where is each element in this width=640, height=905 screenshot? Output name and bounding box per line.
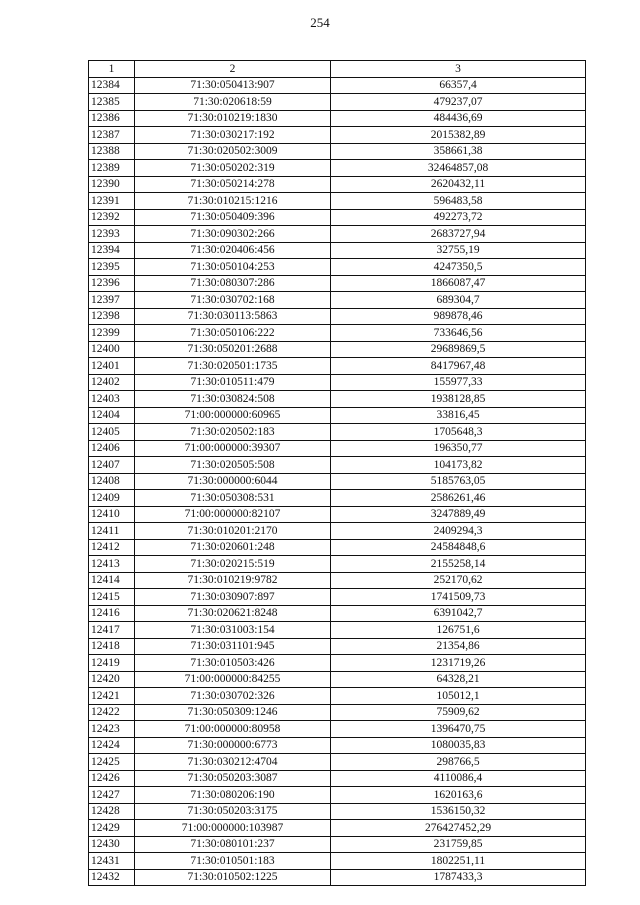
cadastral-value-cell: 358661,38 <box>331 143 586 160</box>
table-row <box>89 424 586 441</box>
row-number-cell: 12430 <box>89 836 135 853</box>
table-row <box>89 539 586 556</box>
cadastral-value-cell: 126751,6 <box>331 622 586 639</box>
row-number-cell: 12410 <box>89 506 135 523</box>
column-header-3: 3 <box>331 61 586 78</box>
row-number-cell: 12432 <box>89 869 135 886</box>
table-row <box>89 110 586 127</box>
table-row <box>89 325 586 342</box>
row-number-cell: 12425 <box>89 754 135 771</box>
table-row <box>89 407 586 424</box>
cadastral-value-cell: 689304,7 <box>331 292 586 309</box>
row-number-cell: 12384 <box>89 77 135 94</box>
cadastral-value-cell: 33816,45 <box>331 407 586 424</box>
row-number-cell: 12394 <box>89 242 135 259</box>
row-number-cell: 12389 <box>89 160 135 177</box>
table-row <box>89 259 586 276</box>
cadastral-value-cell: 105012,1 <box>331 688 586 705</box>
row-number-cell: 12413 <box>89 556 135 573</box>
row-number-cell: 12390 <box>89 176 135 193</box>
row-number-cell: 12391 <box>89 193 135 210</box>
row-number-cell: 12422 <box>89 704 135 721</box>
cadastral-value-cell: 2409294,3 <box>331 523 586 540</box>
table-row <box>89 770 586 787</box>
row-number-cell: 12404 <box>89 407 135 424</box>
cadastral-value-cell: 1802251,11 <box>331 853 586 870</box>
row-number-cell: 12428 <box>89 803 135 820</box>
cadastral-value-cell: 1620163,6 <box>331 787 586 804</box>
row-number-cell: 12407 <box>89 457 135 474</box>
cadastral-value-table <box>88 60 586 886</box>
cadastral-number-cell: 71:30:030907:897 <box>135 589 331 606</box>
cadastral-number-cell: 71:30:020502:183 <box>135 424 331 441</box>
table-row <box>89 704 586 721</box>
table-row <box>89 638 586 655</box>
cadastral-number-cell: 71:30:050106:222 <box>135 325 331 342</box>
row-number-cell: 12412 <box>89 539 135 556</box>
row-number-cell: 12385 <box>89 94 135 111</box>
row-number-cell: 12429 <box>89 820 135 837</box>
table-row <box>89 308 586 325</box>
cadastral-number-cell: 71:30:020621:8248 <box>135 605 331 622</box>
cadastral-value-cell: 21354,86 <box>331 638 586 655</box>
table-row <box>89 820 586 837</box>
table-row <box>89 490 586 507</box>
row-number-cell: 12396 <box>89 275 135 292</box>
cadastral-number-cell: 71:30:050308:531 <box>135 490 331 507</box>
cadastral-number-cell: 71:30:090302:266 <box>135 226 331 243</box>
cadastral-number-cell: 71:00:000000:60965 <box>135 407 331 424</box>
table-row <box>89 275 586 292</box>
row-number-cell: 12416 <box>89 605 135 622</box>
row-number-cell: 12402 <box>89 374 135 391</box>
row-number-cell: 12400 <box>89 341 135 358</box>
cadastral-value-cell: 196350,77 <box>331 440 586 457</box>
cadastral-number-cell: 71:30:020601:248 <box>135 539 331 556</box>
cadastral-value-cell: 1080035,83 <box>331 737 586 754</box>
table-row <box>89 94 586 111</box>
cadastral-number-cell: 71:30:020406:456 <box>135 242 331 259</box>
cadastral-number-cell: 71:30:050104:253 <box>135 259 331 276</box>
cadastral-value-cell: 32755,19 <box>331 242 586 259</box>
table-row <box>89 292 586 309</box>
table-row <box>89 737 586 754</box>
cadastral-value-cell: 104173,82 <box>331 457 586 474</box>
row-number-cell: 12403 <box>89 391 135 408</box>
row-number-cell: 12423 <box>89 721 135 738</box>
cadastral-number-cell: 71:30:050413:907 <box>135 77 331 94</box>
table-row <box>89 655 586 672</box>
row-number-cell: 12405 <box>89 424 135 441</box>
table-row <box>89 176 586 193</box>
cadastral-number-cell: 71:30:010215:1216 <box>135 193 331 210</box>
table-row <box>89 671 586 688</box>
row-number-cell: 12397 <box>89 292 135 309</box>
table-row <box>89 457 586 474</box>
cadastral-value-cell: 75909,62 <box>331 704 586 721</box>
table-header-row <box>89 61 586 78</box>
cadastral-number-cell: 71:30:000000:6044 <box>135 473 331 490</box>
cadastral-number-cell: 71:30:010511:479 <box>135 374 331 391</box>
cadastral-value-cell: 492273,72 <box>331 209 586 226</box>
table-row <box>89 506 586 523</box>
cadastral-value-cell: 5185763,05 <box>331 473 586 490</box>
cadastral-value-cell: 231759,85 <box>331 836 586 853</box>
cadastral-value-cell: 2155258,14 <box>331 556 586 573</box>
table-row <box>89 622 586 639</box>
row-number-cell: 12420 <box>89 671 135 688</box>
cadastral-value-cell: 6391042,7 <box>331 605 586 622</box>
row-number-cell: 12392 <box>89 209 135 226</box>
row-number-cell: 12414 <box>89 572 135 589</box>
cadastral-value-cell: 733646,56 <box>331 325 586 342</box>
row-number-cell: 12406 <box>89 440 135 457</box>
table-row <box>89 440 586 457</box>
table-row <box>89 754 586 771</box>
cadastral-value-cell: 252170,62 <box>331 572 586 589</box>
cadastral-value-cell: 1787433,3 <box>331 869 586 886</box>
cadastral-number-cell: 71:30:030824:508 <box>135 391 331 408</box>
cadastral-value-cell: 32464857,08 <box>331 160 586 177</box>
cadastral-number-cell: 71:30:010502:1225 <box>135 869 331 886</box>
row-number-cell: 12395 <box>89 259 135 276</box>
cadastral-value-cell: 3247889,49 <box>331 506 586 523</box>
cadastral-value-cell: 484436,69 <box>331 110 586 127</box>
cadastral-number-cell: 71:30:080101:237 <box>135 836 331 853</box>
cadastral-value-cell: 29689869,5 <box>331 341 586 358</box>
row-number-cell: 12401 <box>89 358 135 375</box>
cadastral-value-cell: 596483,58 <box>331 193 586 210</box>
cadastral-value-cell: 4247350,5 <box>331 259 586 276</box>
table-row <box>89 787 586 804</box>
table-body <box>89 77 586 886</box>
table-row <box>89 572 586 589</box>
table-row <box>89 391 586 408</box>
table-row <box>89 358 586 375</box>
cadastral-value-cell: 1741509,73 <box>331 589 586 606</box>
cadastral-number-cell: 71:30:010501:183 <box>135 853 331 870</box>
cadastral-number-cell: 71:30:031003:154 <box>135 622 331 639</box>
column-header-1: 1 <box>89 61 135 78</box>
cadastral-value-cell: 2683727,94 <box>331 226 586 243</box>
cadastral-number-cell: 71:30:030702:168 <box>135 292 331 309</box>
cadastral-value-cell: 989878,46 <box>331 308 586 325</box>
cadastral-number-cell: 71:30:080206:190 <box>135 787 331 804</box>
row-number-cell: 12408 <box>89 473 135 490</box>
cadastral-value-cell: 155977,33 <box>331 374 586 391</box>
cadastral-number-cell: 71:30:030217:192 <box>135 127 331 144</box>
cadastral-value-cell: 66357,4 <box>331 77 586 94</box>
table-row <box>89 77 586 94</box>
cadastral-number-cell: 71:30:080307:286 <box>135 275 331 292</box>
cadastral-number-cell: 71:30:020505:508 <box>135 457 331 474</box>
table-row <box>89 721 586 738</box>
row-number-cell: 12417 <box>89 622 135 639</box>
cadastral-number-cell: 71:30:030702:326 <box>135 688 331 705</box>
row-number-cell: 12424 <box>89 737 135 754</box>
row-number-cell: 12421 <box>89 688 135 705</box>
cadastral-value-cell: 1866087,47 <box>331 275 586 292</box>
table-row <box>89 836 586 853</box>
row-number-cell: 12399 <box>89 325 135 342</box>
cadastral-value-cell: 2586261,46 <box>331 490 586 507</box>
cadastral-number-cell: 71:00:000000:39307 <box>135 440 331 457</box>
table-row <box>89 193 586 210</box>
cadastral-value-cell: 1231719,26 <box>331 655 586 672</box>
cadastral-value-cell: 1938128,85 <box>331 391 586 408</box>
cadastral-number-cell: 71:30:010219:9782 <box>135 572 331 589</box>
table-row <box>89 209 586 226</box>
cadastral-value-cell: 64328,21 <box>331 671 586 688</box>
row-number-cell: 12419 <box>89 655 135 672</box>
cadastral-number-cell: 71:30:050202:319 <box>135 160 331 177</box>
cadastral-number-cell: 71:30:020502:3009 <box>135 143 331 160</box>
row-number-cell: 12415 <box>89 589 135 606</box>
cadastral-number-cell: 71:30:010503:426 <box>135 655 331 672</box>
table-row <box>89 242 586 259</box>
column-header-2: 2 <box>135 61 331 78</box>
table-row <box>89 523 586 540</box>
row-number-cell: 12411 <box>89 523 135 540</box>
cadastral-number-cell: 71:30:010201:2170 <box>135 523 331 540</box>
table-row <box>89 374 586 391</box>
cadastral-value-cell: 1536150,32 <box>331 803 586 820</box>
table-row <box>89 589 586 606</box>
cadastral-value-cell: 479237,07 <box>331 94 586 111</box>
cadastral-number-cell: 71:30:030212:4704 <box>135 754 331 771</box>
cadastral-number-cell: 71:30:050203:3087 <box>135 770 331 787</box>
cadastral-number-cell: 71:30:050203:3175 <box>135 803 331 820</box>
cadastral-number-cell: 71:00:000000:84255 <box>135 671 331 688</box>
table-row <box>89 556 586 573</box>
cadastral-value-cell: 24584848,6 <box>331 539 586 556</box>
cadastral-number-cell: 71:30:050201:2688 <box>135 341 331 358</box>
row-number-cell: 12431 <box>89 853 135 870</box>
table-row <box>89 869 586 886</box>
cadastral-number-cell: 71:30:000000:6773 <box>135 737 331 754</box>
cadastral-number-cell: 71:30:031101:945 <box>135 638 331 655</box>
cadastral-value-cell: 1705648,3 <box>331 424 586 441</box>
table-row <box>89 143 586 160</box>
row-number-cell: 12398 <box>89 308 135 325</box>
row-number-cell: 12386 <box>89 110 135 127</box>
cadastral-value-cell: 276427452,29 <box>331 820 586 837</box>
cadastral-value-cell: 2620432,11 <box>331 176 586 193</box>
row-number-cell: 12418 <box>89 638 135 655</box>
cadastral-number-cell: 71:00:000000:80958 <box>135 721 331 738</box>
table-row <box>89 473 586 490</box>
cadastral-number-cell: 71:30:050214:278 <box>135 176 331 193</box>
cadastral-value-cell: 2015382,89 <box>331 127 586 144</box>
table-row <box>89 226 586 243</box>
table-row <box>89 803 586 820</box>
cadastral-number-cell: 71:30:050309:1246 <box>135 704 331 721</box>
cadastral-number-cell: 71:00:000000:103987 <box>135 820 331 837</box>
cadastral-number-cell: 71:30:010219:1830 <box>135 110 331 127</box>
table-row <box>89 160 586 177</box>
row-number-cell: 12393 <box>89 226 135 243</box>
cadastral-number-cell: 71:30:020501:1735 <box>135 358 331 375</box>
cadastral-number-cell: 71:30:020618:59 <box>135 94 331 111</box>
cadastral-value-cell: 298766,5 <box>331 754 586 771</box>
row-number-cell: 12409 <box>89 490 135 507</box>
table-row <box>89 127 586 144</box>
cadastral-number-cell: 71:30:020215:519 <box>135 556 331 573</box>
cadastral-value-cell: 4110086,4 <box>331 770 586 787</box>
cadastral-value-cell: 8417967,48 <box>331 358 586 375</box>
row-number-cell: 12388 <box>89 143 135 160</box>
row-number-cell: 12427 <box>89 787 135 804</box>
table-row <box>89 341 586 358</box>
table-row <box>89 688 586 705</box>
table-row <box>89 853 586 870</box>
row-number-cell: 12387 <box>89 127 135 144</box>
table-row <box>89 605 586 622</box>
page-number: 254 <box>310 15 330 30</box>
cadastral-number-cell: 71:30:050409:396 <box>135 209 331 226</box>
cadastral-number-cell: 71:00:000000:82107 <box>135 506 331 523</box>
row-number-cell: 12426 <box>89 770 135 787</box>
cadastral-value-cell: 1396470,75 <box>331 721 586 738</box>
cadastral-number-cell: 71:30:030113:5863 <box>135 308 331 325</box>
